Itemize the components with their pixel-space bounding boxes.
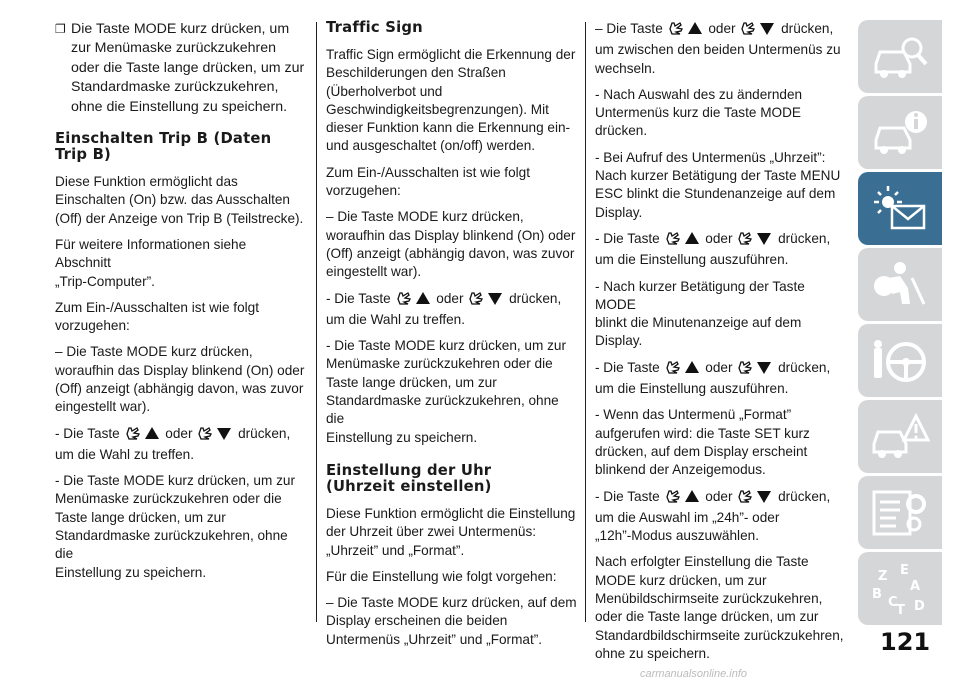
svg-text:E: E bbox=[900, 563, 909, 578]
hand-down-button-icon bbox=[737, 230, 773, 251]
sidebar-tab-emergency[interactable] bbox=[858, 400, 942, 473]
text-line: Nach erfolgter Einstellung die Taste bbox=[595, 554, 809, 570]
column-3 bbox=[595, 20, 845, 671]
car-warning-icon bbox=[870, 410, 930, 464]
text-line: - Nach kurzer Betätigung der Taste MODE bbox=[595, 278, 805, 312]
hand-down-button-icon bbox=[737, 359, 773, 380]
column-divider bbox=[316, 22, 317, 622]
text-fragment: drücken, bbox=[778, 359, 831, 375]
hand-up-button-icon bbox=[668, 20, 704, 41]
section-heading-clock bbox=[326, 463, 578, 495]
svg-text:T: T bbox=[896, 603, 905, 616]
text-line: drücken. bbox=[595, 123, 648, 139]
text-line: Für die Einstellung wie folgt vorgehen: bbox=[326, 568, 557, 584]
text-line: – Die Taste MODE kurz drücken, bbox=[326, 209, 524, 225]
heading-line: Einschalten Trip B (Daten bbox=[55, 130, 272, 148]
text-line: ohne zu speichern. bbox=[595, 645, 710, 661]
text-line: – Die Taste MODE kurz drücken, auf dem bbox=[326, 595, 577, 611]
text-line: Einstellung zu speichern. bbox=[326, 429, 478, 445]
svg-text:A: A bbox=[910, 579, 921, 594]
text-line: Untermenüs kurz die Taste MODE bbox=[595, 105, 801, 121]
column-1 bbox=[55, 20, 305, 590]
paragraph bbox=[595, 406, 845, 479]
hand-down-button-icon bbox=[197, 425, 233, 446]
service-settings-icon bbox=[870, 486, 930, 540]
text-line: um die Einstellung auszuführen. bbox=[595, 252, 789, 268]
text-line: Taste lange drücken, um zur bbox=[55, 509, 226, 525]
paragraph bbox=[55, 343, 305, 416]
svg-text:Z: Z bbox=[878, 569, 888, 584]
paragraph bbox=[326, 568, 578, 586]
text-line: „Uhrzeit” und „Format”. bbox=[326, 542, 465, 558]
steering-key-icon bbox=[870, 334, 930, 388]
svg-text:D: D bbox=[914, 599, 925, 614]
sidebar-tab-car-info[interactable] bbox=[858, 96, 942, 169]
text-fragment: drücken, bbox=[778, 230, 831, 246]
paragraph-buttons bbox=[595, 20, 845, 78]
paragraph bbox=[595, 278, 845, 351]
heading-line: (Uhrzeit einstellen) bbox=[326, 477, 492, 495]
text-line: eingestellt war). bbox=[326, 264, 422, 280]
car-info-icon bbox=[870, 106, 930, 160]
text-line: (Off) anzeigt (abhängig davon, was zuvor bbox=[326, 245, 575, 261]
text-fragment: - Die Taste bbox=[595, 230, 660, 246]
svg-text:C: C bbox=[888, 595, 898, 610]
text-fragment: oder bbox=[705, 230, 733, 246]
text-line: um die Einstellung auszuführen. bbox=[595, 381, 789, 397]
bullet-item bbox=[55, 20, 305, 117]
text-line: Standardmaske zurückzukehren, bbox=[71, 79, 279, 96]
text-line: Zum Ein-/Ausschalten ist wie folgt bbox=[326, 164, 530, 180]
text-line: zur Menümaske zurückzukehren bbox=[71, 40, 277, 57]
sidebar-tab-index[interactable] bbox=[858, 552, 942, 625]
hand-up-button-icon bbox=[665, 230, 701, 251]
text-fragment: drücken, bbox=[781, 21, 834, 36]
sidebar-tab-car-search[interactable] bbox=[858, 20, 942, 93]
sidebar-tab-warning-lights[interactable] bbox=[858, 172, 942, 245]
text-line: der Uhrzeit über zwei Untermenüs: bbox=[326, 524, 537, 540]
text-fragment: - Die Taste bbox=[55, 425, 120, 441]
text-fragment: oder bbox=[165, 425, 193, 441]
text-line: und ausgeschaltet (on/off) werden. bbox=[326, 138, 536, 154]
paragraph bbox=[595, 149, 845, 222]
page-number: 121 bbox=[880, 628, 931, 656]
column-divider bbox=[585, 22, 586, 622]
text-fragment: drücken, bbox=[238, 425, 291, 441]
svg-text:B: B bbox=[872, 587, 882, 602]
text-line: blinkt die Minutenanzeige auf dem bbox=[595, 315, 802, 331]
car-search-icon bbox=[870, 30, 930, 84]
paragraph bbox=[55, 173, 305, 228]
text-line: - Nach Auswahl des zu ändernden bbox=[595, 86, 803, 102]
airbag-passenger-icon bbox=[870, 258, 930, 312]
text-line: Standardmaske zurückzukehren, ohne die bbox=[55, 528, 288, 562]
text-line: Untermenüs „Uhrzeit” und „Format”. bbox=[326, 631, 543, 647]
watermark-footer: carmanualsonline.info bbox=[640, 668, 748, 680]
text-line: ESC blinkt die Stundenanzeige auf dem bbox=[595, 186, 836, 202]
paragraph-buttons bbox=[595, 359, 845, 399]
hand-up-button-icon bbox=[665, 359, 701, 380]
paragraph bbox=[595, 86, 845, 141]
text-line: oder die Taste lange drücken, um zur bbox=[71, 59, 305, 76]
text-line: Beschilderungen den Straßen bbox=[326, 65, 506, 81]
sidebar-tab-service[interactable] bbox=[858, 476, 942, 549]
paragraph bbox=[326, 46, 578, 156]
text-line: Display. bbox=[595, 204, 643, 220]
text-fragment: drücken, bbox=[778, 488, 831, 504]
text-line: Diese Funktion ermöglicht das bbox=[55, 174, 238, 190]
column-2 bbox=[326, 20, 578, 657]
text-line: (Überholverbot und bbox=[326, 83, 443, 99]
text-fragment: - Die Taste bbox=[595, 488, 660, 504]
text-line: Taste lange drücken, um zur bbox=[326, 374, 497, 390]
text-line: - Bei Aufruf des Untermenüs „Uhrzeit”: bbox=[595, 149, 826, 165]
text-line: - Die Taste MODE kurz drücken, um zur bbox=[55, 473, 295, 489]
text-line: um die Wahl zu treffen. bbox=[55, 446, 195, 462]
text-line: Geschwindigkeitsbegrenzungen). Mit bbox=[326, 101, 549, 117]
section-heading-traffic-sign: Traffic Sign bbox=[326, 19, 423, 36]
text-line: Diese Funktion ermöglicht die Einstellung bbox=[326, 505, 576, 521]
text-line: woraufhin das Display blinkend (On) oder bbox=[55, 362, 305, 378]
text-line: um die Auswahl im „24h”- oder bbox=[595, 509, 780, 525]
text-fragment: oder bbox=[705, 488, 733, 504]
paragraph-buttons bbox=[595, 230, 845, 270]
checkbox-bullet-icon: ❐ bbox=[55, 22, 66, 36]
index-letters-icon bbox=[870, 562, 930, 616]
text-fragment: oder bbox=[436, 290, 464, 306]
text-line: - Wenn das Untermenü „Format” bbox=[595, 407, 792, 423]
text-line: „Trip-Computer”. bbox=[55, 273, 155, 289]
text-line: ohne die Einstellung zu speichern. bbox=[71, 98, 288, 115]
hand-up-button-icon bbox=[125, 425, 161, 446]
text-line: (Off) der Anzeige von Trip B (Teilstrecke). bbox=[55, 210, 304, 226]
text-line: Standardmaske zurückzukehren, ohne die bbox=[326, 393, 559, 427]
text-fragment: oder bbox=[708, 21, 736, 36]
text-line: blinkend der Anzeigemodus. bbox=[595, 462, 766, 478]
paragraph-buttons bbox=[595, 488, 845, 546]
text-line: vorzugehen: bbox=[326, 183, 401, 199]
hand-up-button-icon bbox=[665, 488, 701, 509]
paragraph bbox=[326, 164, 578, 201]
paragraph bbox=[326, 337, 578, 447]
sidebar-tab-safety[interactable] bbox=[858, 248, 942, 321]
paragraph bbox=[326, 208, 578, 281]
text-line: Zum Ein-/Ausschalten ist wie folgt bbox=[55, 299, 259, 315]
hand-up-button-icon bbox=[396, 290, 432, 311]
text-line: MODE kurz drücken, um zur bbox=[595, 572, 767, 588]
text-line: Einschalten (On) bzw. das Ausschalten bbox=[55, 192, 290, 208]
text-line: Standardbildschirmseite zurückzukehren, bbox=[595, 627, 844, 643]
text-line: - Die Taste MODE kurz drücken, um zur bbox=[326, 338, 566, 354]
text-line: Einstellung zu speichern. bbox=[55, 564, 207, 580]
text-fragment: oder bbox=[705, 359, 733, 375]
text-line: Traffic Sign ermöglicht die Erkennung der bbox=[326, 47, 576, 62]
paragraph bbox=[55, 236, 305, 291]
paragraph bbox=[326, 505, 578, 560]
text-fragment: drücken, bbox=[509, 290, 562, 306]
heading-line: Einstellung der Uhr bbox=[326, 461, 492, 479]
text-line: Die Taste MODE kurz drücken, um bbox=[71, 21, 290, 37]
hand-down-button-icon bbox=[740, 20, 776, 41]
text-line: Für weitere Informationen siehe Abschnitt bbox=[55, 236, 247, 271]
paragraph bbox=[326, 594, 578, 649]
text-line: drücken, auf dem Display erscheint bbox=[595, 443, 808, 459]
paragraph-buttons bbox=[55, 425, 305, 465]
paragraph-buttons bbox=[326, 290, 578, 330]
text-line: Nach kurzer Betätigung der Taste MENU bbox=[595, 168, 841, 184]
text-line: um die Wahl zu treffen. bbox=[326, 311, 466, 327]
section-heading-trip-b bbox=[55, 131, 305, 163]
hand-down-button-icon bbox=[468, 290, 504, 311]
paragraph bbox=[55, 472, 305, 582]
text-line: „12h”-Modus auszuwählen. bbox=[595, 528, 759, 544]
sidebar-tab-start-drive[interactable] bbox=[858, 324, 942, 397]
paragraph bbox=[595, 553, 845, 663]
text-fragment: – Die Taste bbox=[595, 21, 663, 36]
paragraph bbox=[55, 299, 305, 336]
text-line: wechseln. bbox=[595, 60, 656, 76]
text-line: eingestellt war). bbox=[55, 399, 151, 415]
heading-line: Trip B) bbox=[55, 146, 112, 164]
warning-lights-icon bbox=[870, 182, 930, 236]
text-line: Menübildschirmseite zurückzukehren, bbox=[595, 591, 823, 607]
text-line: dieser Funktion kann die Erkennung ein- bbox=[326, 120, 571, 136]
hand-down-button-icon bbox=[737, 488, 773, 509]
text-line: Display. bbox=[595, 333, 643, 349]
text-line: vorzugehen: bbox=[55, 318, 130, 334]
text-line: – Die Taste MODE kurz drücken, bbox=[55, 344, 253, 360]
text-line: Menümaske zurückzukehren oder die bbox=[55, 491, 282, 507]
text-line: aufgerufen wird: die Taste SET kurz bbox=[595, 425, 810, 441]
text-line: Menümaske zurückzukehren oder die bbox=[326, 356, 553, 372]
text-fragment: - Die Taste bbox=[595, 359, 660, 375]
text-line: (Off) anzeigt (abhängig davon, was zuvor bbox=[55, 381, 304, 396]
text-fragment: - Die Taste bbox=[326, 290, 391, 306]
text-line: Display erscheinen die beiden bbox=[326, 613, 508, 629]
text-line: oder die Taste lange drücken, um zur bbox=[595, 609, 819, 625]
text-line: woraufhin das Display blinkend (On) oder bbox=[326, 227, 576, 243]
text-line: um zwischen den beiden Untermenüs zu bbox=[595, 42, 841, 58]
